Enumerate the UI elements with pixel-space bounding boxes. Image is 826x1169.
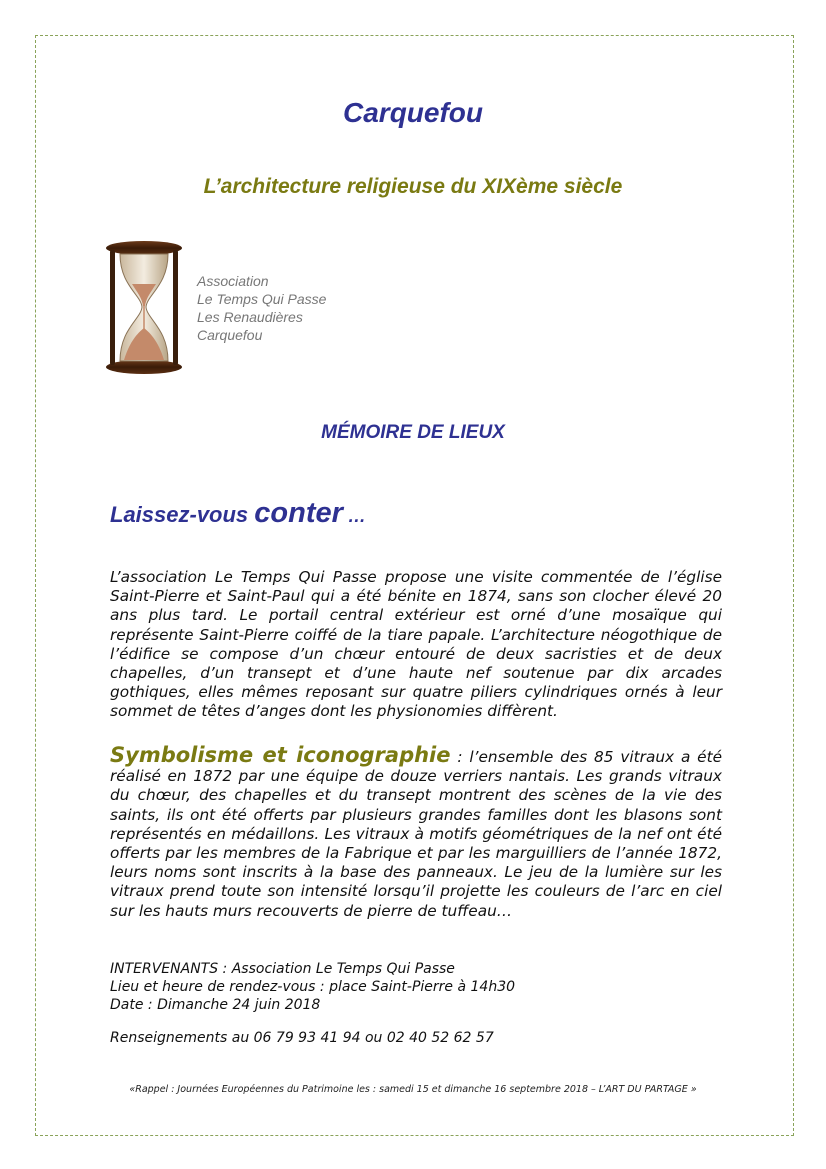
association-line: Association — [197, 273, 269, 289]
headline — [110, 497, 366, 530]
renseignements-line: Renseignements au 06 79 93 41 94 ou 02 40 52 62 57 — [110, 1030, 494, 1046]
section-title: MÉMOIRE DE LIEUX — [321, 422, 505, 443]
date-line: Date : Dimanche 24 juin 2018 — [110, 997, 321, 1013]
lieu-line: Lieu et heure de rendez-vous : place Saint-Pierre à 14h30 — [110, 979, 516, 995]
headline-part2: conter — [254, 497, 343, 529]
association-line: Les Renaudières — [197, 309, 303, 325]
page-title: Carquefou — [343, 97, 483, 128]
paragraph-symbolisme — [110, 743, 722, 921]
headline-part3: … — [342, 506, 366, 526]
intervenants-line: INTERVENANTS : Association Le Temps Qui Passe — [110, 961, 455, 977]
hourglass-icon — [104, 240, 184, 375]
headline-part1: Laissez-vous — [110, 502, 255, 527]
rappel-footer: «Rappel : Journées Européennes du Patrimoine les : samedi 15 et dimanche 16 septembre 2018 – L’ART DU PARTAGE » — [129, 1084, 697, 1095]
association-line: Le Temps Qui Passe — [197, 291, 327, 307]
symbolisme-heading: Symbolisme et iconographie — [110, 743, 451, 767]
paragraph-intro: L’association Le Temps Qui Passe propose une visite commentée de l’église Saint-Pierre et Saint-Paul qui a été bénite en 1874, sans son clocher élevé 20 ans plus tard. Le portail central extérieur est orné d’une mosaïque qui représente Saint-Pierre coiffé de la tiare papale. L’architecture néogothique de l’édifice se compose d’un chœur entouré de deux sacristies et de deux chapelles, d’un transept et d’une haute nef soutenue par dix arcades gothiques, elles mêmes reposant sur quatre piliers cylindriques ornés à leur sommet de têtes d’anges dont les physionomies diffèrent. — [110, 568, 722, 721]
association-line: Carquefou — [197, 327, 263, 343]
association-block — [197, 272, 326, 344]
event-info — [110, 960, 515, 1014]
page-subtitle: L’architecture religieuse du XIXème siècle — [203, 175, 623, 198]
symbolisme-text: : l’ensemble des 85 vitraux a été réalisé en 1872 par une équipe de douze verriers nantais. Les grands vitraux du chœur, des chapelles et du transept montrent des scènes de la vie des saints, ils ont été offerts par plusieurs grandes familles dont les blasons sont représentés en médaillons. Les vitraux à motifs géométriques de la nef ont été offerts par les membres de la Fabrique et par les marguilliers de l’année 1872, leurs noms sont inscrits à la base des panneaux. Le jeu de la lumière sur les vitraux prend toute son intensité lorsqu’il projette les couleurs de l’arc en ciel sur les hauts murs recouverts de pierre de tuffeau… — [110, 748, 723, 920]
